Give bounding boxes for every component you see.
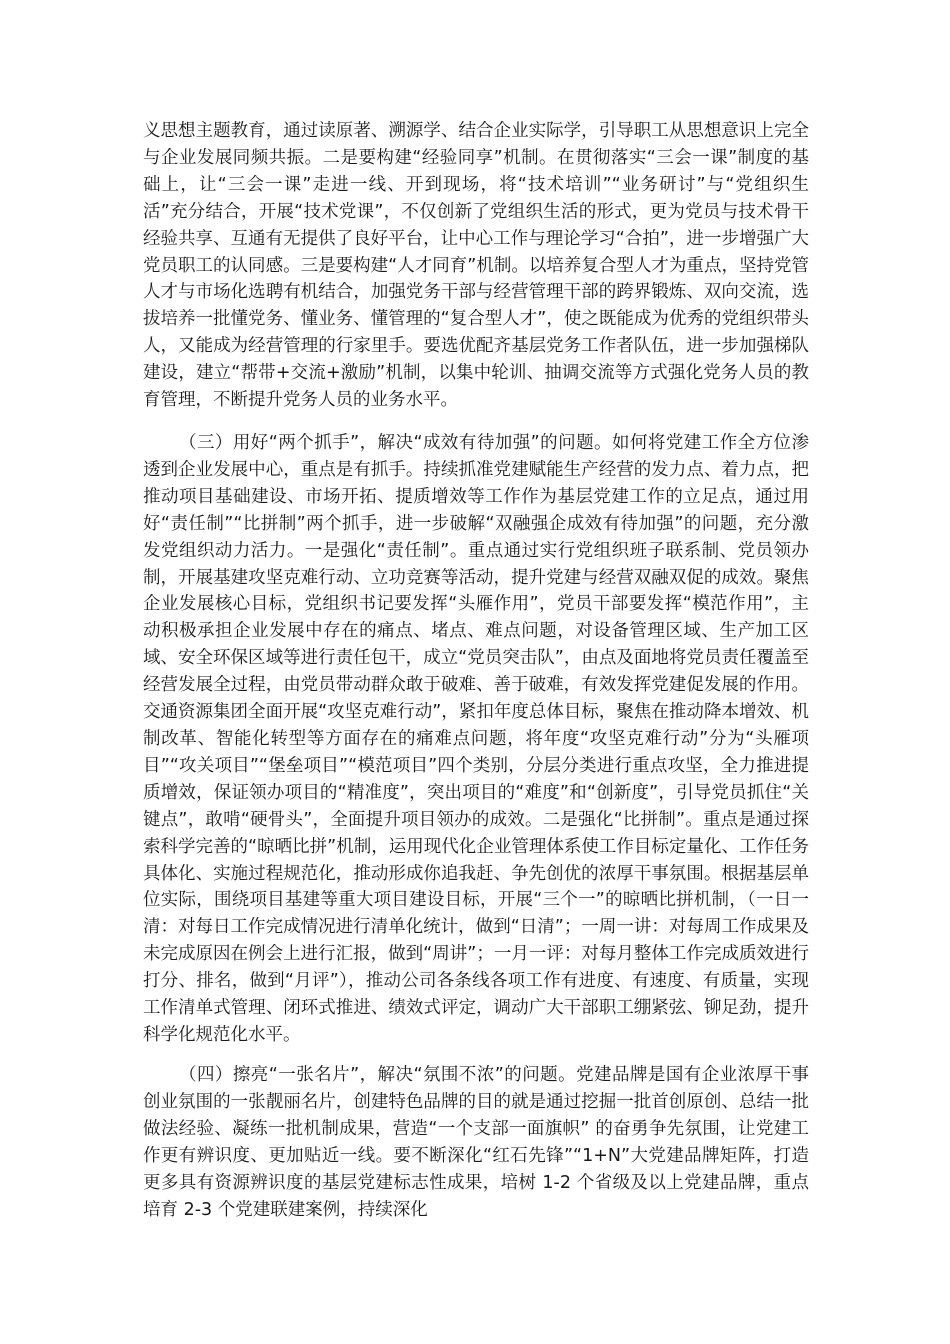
paragraph-text: （三）用好“两个抓手”，解决“成效有待加强”的问题。如何将党建工作全方位渗透到企业发展中心，重点是有抓手。持续抓准党建赋能生产经营的发力点、着力点，把推动项目基础建设、市场开拓、提质增效等工作作为基层党建工作的立足点，通过用好“责任制”“比拼制”两个抓手，进一步破解“双融强企成效有待加强”的问题，充分激发党组织动力活力。一是强化“责任制”。重点通过实行党组织班子联系制、党员领办制，开展基建攻坚克难行动、立功竞赛等活动，提升党建与经营双融双促的成效。聚焦企业发展核心目标，党组织书记要发挥“头雁作用”，党员干部要发挥“模范作用”，主动积极承担企业发展中存在的痛点、堵点、难点问题，对设备管理区域、生产加工区域、安全环保区域等进行责任包干，成立“党员突击队”，由点及面地将党员责任覆盖至经营发展全过程，由党员带动群众敢于破难、善于破难，有效发挥党建促发展的作用。交通资源集团全面开展“攻坚克难行动”，紧扣年度总体目标，聚焦在推动降本增效、机制改革、智能化转型等方面存在的痛难点问题，将年度“攻坚克难行动”分为“头雁项目”“攻关项目”“堡垒项目”“模范项目”四个类别，分层分类进行重点攻坚，全力推进提质增效，保证领办项目的“精准度”，突出项目的“难度”和“创新度”，引导党员抓住“关键点”，敢啃“硬骨头”，全面提升项目领办的成效。二是强化“比拼制”。重点是通过探索科学完善的“晾晒比拼”机制，运用现代化企业管理体系使工作目标定量化、工作任务具体化、实施过程规范化，推动形成你追我赶、争先创优的浓厚干事氛围。根据基层单位实际，围绕项目基建等重大项目建设目标，开展“三个一”的晾晒比拼机制，（一日一清：对每日工作完成情况进行清单化统计，做到“日清”；一周一讲：对每周工作成果及未完成原因在例会上进行汇报，做到“周讲”；一月一评：对每月整体工作完成质效进行打分、排名，做到“月评”），推动公司各条线各项工作有进度、有速度、有质量，实现工作清单式管理、闭环式推进、绩效式评定，调动广大干部职工绷紧弦、铆足劲，提升科学化规范化水平。	[143, 433, 809, 1045]
document-paragraph	[143, 118, 809, 414]
paragraph-text: 义思想主题教育，通过读原著、溯源学、结合企业实际学，引导职工从思想意识上完全与企业发展同频共振。二是要构建“经验同享”机制。在贯彻落实“三会一课”制度的基础上，让“三会一课”走进一线、开到现场，将“技术培训”“业务研讨”与“党组织生活”充分结合，开展“技术党课”，不仅创新了党组织生活的形式，更为党员与技术骨干经验共享、互通有无提供了良好平台，让中心工作与理论学习“合拍”，进一步增强广大党员职工的认同感。三是要构建“人才同育”机制。以培养复合型人才为重点，坚持党管人才与市场化选聘有机结合，加强党务干部与经营管理干部的跨界锻炼、双向交流，选拔培养一批懂党务、懂业务、懂管理的“复合型人才”，使之既能成为优秀的党组织带头人，又能成为经营管理的行家里手。要选优配齐基层党务工作者队伍，进一步加强梯队建设，建立“帮带+交流+激励”机制，以集中轮训、抽调交流等方式强化党务人员的教育管理，不断提升党务人员的业务水平。	[143, 121, 809, 411]
document-paragraph	[143, 430, 809, 1049]
paragraph-text: （四）擦亮“一张名片”，解决“氛围不浓”的问题。党建品牌是国有企业浓厚干事创业氛围的一张靓丽名片，创建特色品牌的目的就是通过挖掘一批首创原创、总结一批做法经验、凝练一批机制成果，营造“一个支部一面旗帜” 的奋勇争先氛围，让党建工作更有辨识度、更加贴近一线。要不断深化“红石先锋”“1+N”大党建品牌矩阵，打造更多具有资源辨识度的基层党建标志性成果，培树 1-2 个省级及以上党建品牌，重点培育 2-3 个党建联建案例，持续深化	[143, 1065, 809, 1220]
document-paragraph	[143, 1062, 809, 1223]
